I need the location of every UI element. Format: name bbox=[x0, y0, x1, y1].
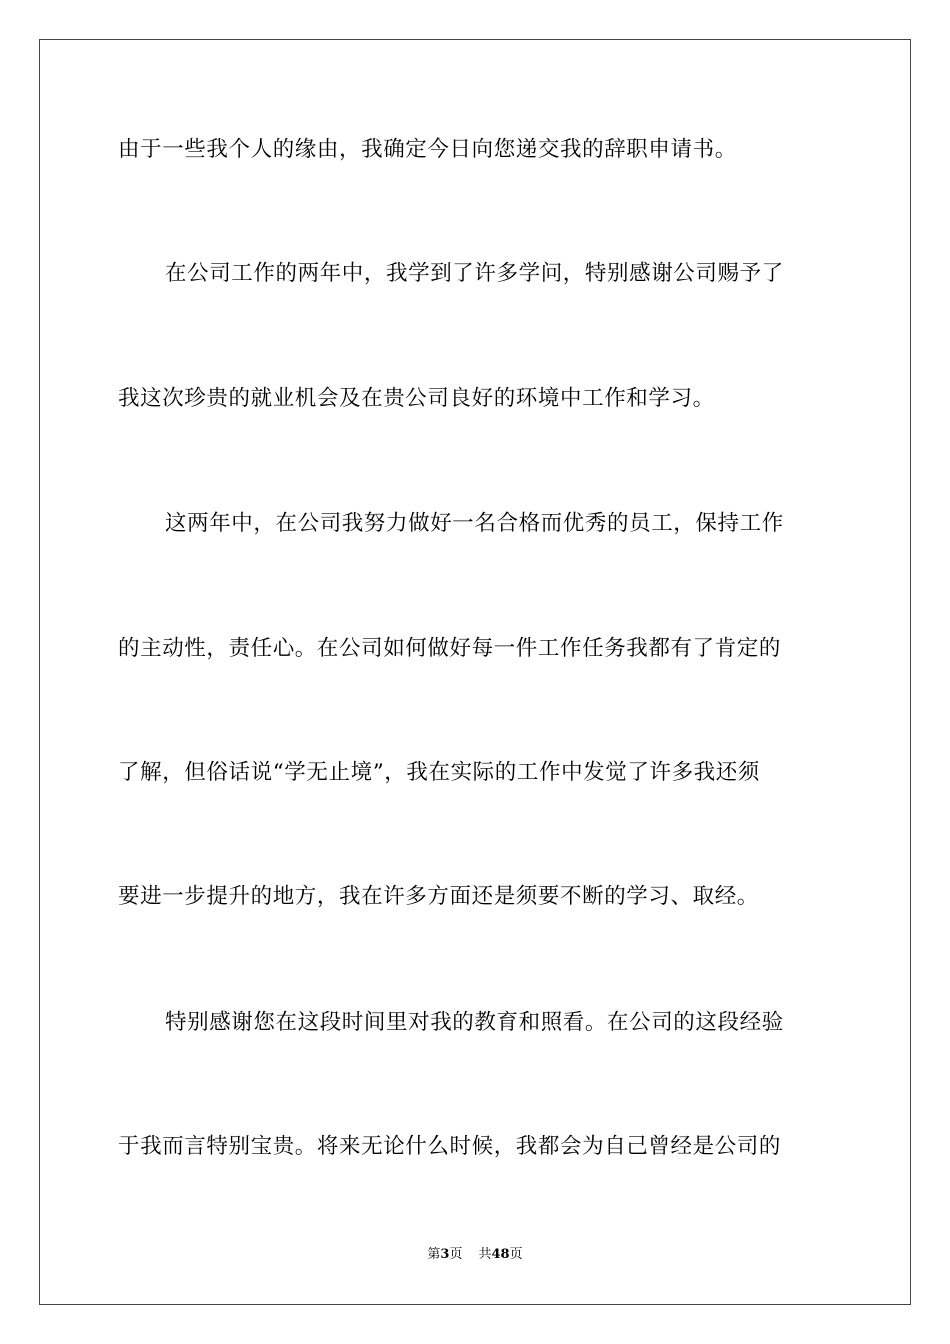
page-border bbox=[39, 39, 911, 1305]
page-number: 3 bbox=[440, 1247, 450, 1262]
total-suffix: 页 bbox=[509, 1247, 523, 1262]
total-prefix: 共 bbox=[478, 1247, 492, 1262]
paragraph-line-5: 的主动性，责任心。在公司如何做好每一件工作任务我都有了肯定的 bbox=[118, 636, 782, 661]
paragraph-line-7: 要进一步提升的地方，我在许多方面还是须要不断的学习、取经。 bbox=[118, 884, 759, 909]
page-footer bbox=[0, 1246, 950, 1264]
total-pages: 48 bbox=[491, 1247, 510, 1262]
paragraph-line-3: 我这次珍贵的就业机会及在贵公司良好的环境中工作和学习。 bbox=[118, 386, 715, 411]
paragraph-line-9: 于我而言特别宝贵。将来无论什么时候，我都会为自己曾经是公司的 bbox=[118, 1134, 782, 1159]
page-suffix: 页 bbox=[449, 1247, 463, 1262]
paragraph-line-2: 在公司工作的两年中，我学到了许多学问，特别感谢公司赐予了 bbox=[165, 261, 784, 286]
paragraph-line-6: 了解，但俗话说“学无止境”，我在实际的工作中发觉了许多我还须 bbox=[118, 760, 760, 785]
paragraph-line-8: 特别感谢您在这段时间里对我的教育和照看。在公司的这段经验 bbox=[165, 1010, 784, 1035]
page-prefix: 第 bbox=[427, 1247, 441, 1262]
paragraph-line-1: 由于一些我个人的缘由，我确定今日向您递交我的辞职申请书。 bbox=[118, 137, 737, 162]
paragraph-line-4: 这两年中，在公司我努力做好一名合格而优秀的员工，保持工作 bbox=[165, 511, 784, 536]
